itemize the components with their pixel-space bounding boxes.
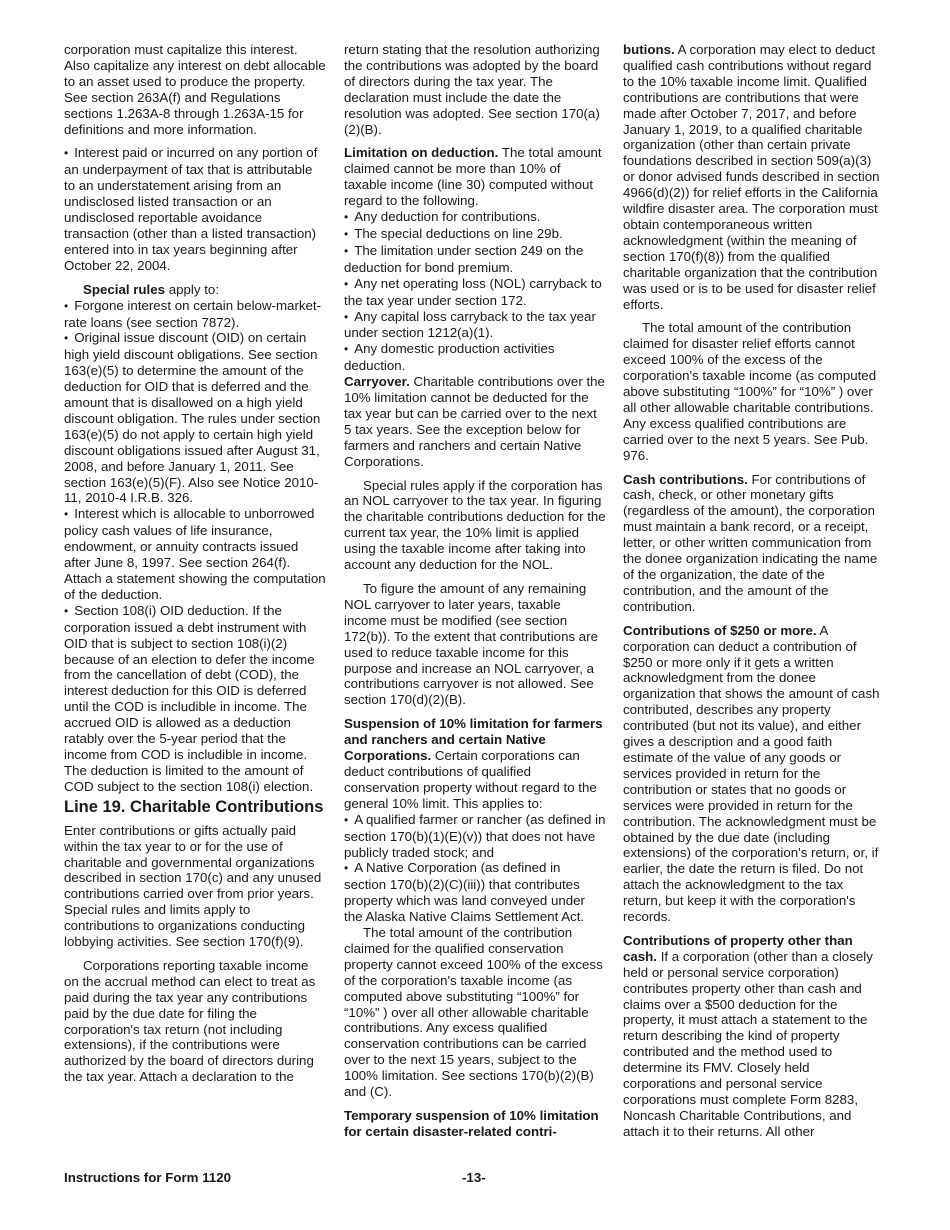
bullet-item: • Interest paid or incurred on any portion of an underpayment of tax that is attributable to an understatement arising from an undisclosed listed transaction or an undisclosed reportable avoidance transaction (other than a listed transaction) entered into in tax years beginning after October 22, 2004. bbox=[64, 145, 326, 273]
bullet-item: • A Native Corporation (as defined in section 170(b)(2)(C)(iii)) that contributes property which was land conveyed under the Alaska Native Claims Settlement Act. bbox=[344, 860, 606, 925]
paragraph: Special rules apply if the corporation has an NOL carryover to the tax year. In figuring the charitable contributions deduction for the current tax year, the 10% limit is applied using the taxable income after taking into account any deduction for the NOL. bbox=[344, 477, 606, 573]
special-rules-intro bbox=[64, 282, 326, 298]
contributions-text: A corporation may elect to deduct qualified cash contributions without regard to the 10% taxable income limit. Qualified contributions are contributions that were made after October 7, 2017, and before January 1, 2019, to a qualified charitable organization (other than certain private foundations described in section 509(a)(3) or donor advised funds described in section 4966(d)(2)) for relief efforts in the California wildfire disaster area. The corporation must obtain contemporaneous written acknowledgment (within the meaning of section 170(f)(8)) from the qualified charitable organization that the contribution was used or is to be used for disaster relief efforts. bbox=[623, 42, 880, 312]
paragraph: Corporations reporting taxable income on the accrual method can elect to treat as paid during the tax year any contributions paid by the due date for filing the corporation's tax return (not including extensions), if the contributions were authorized by the board of directors during the tax year. Attach a declaration to the bbox=[64, 957, 316, 1085]
bullet-item: • Interest which is allocable to unborrowed policy cash values of life insurance, endowment, or annuity contracts issued after June 8, 1997. See section 264(f). Attach a statement showing the computation of the deduction. bbox=[64, 506, 326, 602]
bullet-item: • Section 108(i) OID deduction. If the corporation issued a debt instrument with OID that is subject to section 108(i)(2) because of an election to defer the income from the cancellation of debt (COD), the interest deduction for this OID is deferred until the COD is includible in income. The accrued OID is allowed as a deduction ratably over the 5-year period that the income from COD is includible in income. The deduction is limited to the amount of COD subject to the section 108(i) election. bbox=[64, 603, 326, 795]
paragraph bbox=[344, 145, 606, 209]
paragraph bbox=[344, 374, 606, 469]
bullet-item: • Any deduction for contributions. bbox=[344, 209, 606, 226]
special-rules-label: Special rules bbox=[83, 281, 166, 297]
contributions-label: butions. bbox=[623, 42, 675, 57]
bullet-item: • Any capital loss carryback to the tax year under section 1212(a)(1). bbox=[344, 309, 606, 342]
paragraph bbox=[344, 716, 606, 811]
bullet-item: • Any domestic production activities deduction. bbox=[344, 341, 606, 374]
contributions-250-text: A corporation can deduct a contribution of $250 or more only if it gets a written acknowledgment from the donee organization that shows the amount of cash contributed, describes any property contributed (but not its value), and either gives a description and a good faith estimate of the value of any goods or services provided in return for the contribution or states that no goods or services were provided in return for the contribution. The acknowledgment must be obtained by the due date (including extensions) of the corporation's return, or, if earlier, the date the return is filed. Do not attach the acknowledgment to the tax return, but keep it with the corporation's records. bbox=[623, 622, 880, 925]
limitation-text: The total amount claimed cannot be more than 10% of taxable income (line 30) computed without regard to the following. bbox=[344, 145, 602, 209]
page-number: -13- bbox=[462, 1170, 486, 1185]
property-contributions-text: If a corporation (other than a closely held or personal service corporation) contributes property other than cash and claims over a $500 deduction for the property, it must attach a statement to the return describing the kind of property contributed and the method used to determine its FMV. Closely held corporations and personal service corporations must complete Form 8283, Noncash Charitable Contributions, and attach it to their returns. All other bbox=[623, 948, 873, 1139]
bullet-item: • Forgone interest on certain below-market-rate loans (see section 7872). bbox=[64, 298, 326, 331]
paragraph: corporation must capitalize this interest. Also capitalize any interest on debt allocable to an asset used to produce the property. See section 263A(f) and Regulations sections 1.263A-8 through 1.263A-15 for definitions and more information. bbox=[64, 42, 326, 137]
bullet-item: • The special deductions on line 29b. bbox=[344, 226, 606, 243]
paragraph: return stating that the resolution authorizing the contributions was adopted by the board of directors during the tax year. The declaration must include the date the resolution was adopted. See section 170(a)(2)(B). bbox=[344, 42, 600, 137]
paragraph bbox=[623, 42, 885, 312]
property-contributions-label: Contributions of property other than cash. bbox=[623, 932, 853, 964]
contributions-250-label: Contributions of $250 or more. bbox=[623, 622, 817, 638]
carryover-text: Charitable contributions over the 10% limitation cannot be deducted for the tax year but can be carried over to the next 5 tax years. See the exception below for farmers and ranchers and certain Native Corporations. bbox=[344, 374, 605, 469]
cash-contributions-label: Cash contributions. bbox=[623, 471, 748, 487]
paragraph: The total amount of the contribution claimed for disaster relief efforts cannot exceed 100% of the excess of the corporation's taxable income (as computed above substituting “100%” for “10%” ) over all other allowable charitable contributions. Any excess qualified contributions are carried over to the next 5 years. See Pub. 976. bbox=[623, 320, 877, 463]
paragraph: The total amount of the contribution claimed for the qualified conservation property cannot exceed 100% of the excess of the corporation's taxable income (as computed above substituting “100%” for “10%” ) over all other allowable charitable contributions. Any excess qualified conservation contributions can be carried over to the next 15 years, subject to the 100% limitation. See sections 170(b)(2)(B) and (C). bbox=[344, 925, 603, 1100]
limitation-label: Limitation on deduction. bbox=[344, 145, 499, 161]
carryover-label: Carryover. bbox=[344, 374, 410, 390]
bullet-item: • Original issue discount (OID) on certain high yield discount obligations. See section 163(e)(5) to determine the amount of the deduction for OID that is deferred and the amount that is disallowed on a high yield discount obligation. The rules under section 163(e)(5) do not apply to certain high yield discount obligations issued after August 31, 2008, and before January 1, 2011. See section 163(e)(5)(F). Also see Notice 2010-11, 2010-4 I.R.B. 326. bbox=[64, 330, 326, 506]
paragraph bbox=[623, 472, 885, 615]
suspension-text: Certain corporations can deduct contributions of qualified conservation property without regard to the general 10% limit. This applies to: bbox=[344, 748, 597, 811]
temporary-suspension-label: Temporary suspension of 10% limitation for certain disaster-related contri- bbox=[344, 1108, 599, 1139]
cash-contributions-text: For contributions of cash, check, or other monetary gifts (regardless of the amount), the corporation must maintain a bank record, or a receipt, letter, or other written communication from the donee organization indicating the name of the organization, the date of the contribution, and the amount of the contribution. bbox=[623, 471, 878, 614]
paragraph: To figure the amount of any remaining NOL carryover to later years, taxable income must be modified (see section 172(b)). To the extent that contributions are used to reduce taxable income for this purpose and increase an NOL carryover, a contributions carryover is not allowed. See section 170(d)(2)(B). bbox=[344, 581, 599, 708]
paragraph bbox=[623, 933, 885, 1140]
paragraph bbox=[623, 623, 885, 925]
column-1 bbox=[64, 42, 326, 1093]
column-3 bbox=[623, 42, 885, 1148]
footer-form-title: Instructions for Form 1120 bbox=[64, 1170, 231, 1185]
column-2 bbox=[344, 42, 606, 1140]
bullet-item: • Any net operating loss (NOL) carryback to the tax year under section 172. bbox=[344, 276, 606, 309]
bullet-item: • A qualified farmer or rancher (as defined in section 170(b)(1)(E)(v)) that does not have publicly traded stock; and bbox=[344, 812, 606, 861]
suspension-label: Suspension of 10% limitation for farmers and ranchers and certain Native Corporations. bbox=[344, 716, 603, 764]
paragraph: Enter contributions or gifts actually paid within the tax year to or for the use of charitable and governmental organizations described in section 170(c) and any unused contributions carried over from prior years. Special rules and limits apply to contributions to organizations conducting lobbying activities. See section 170(f)(9). bbox=[64, 822, 322, 950]
section-heading: Line 19. Charitable Contributions bbox=[64, 797, 324, 816]
bullet-item: • The limitation under section 249 on the deduction for bond premium. bbox=[344, 243, 606, 276]
special-rules-text: apply to: bbox=[165, 281, 220, 297]
